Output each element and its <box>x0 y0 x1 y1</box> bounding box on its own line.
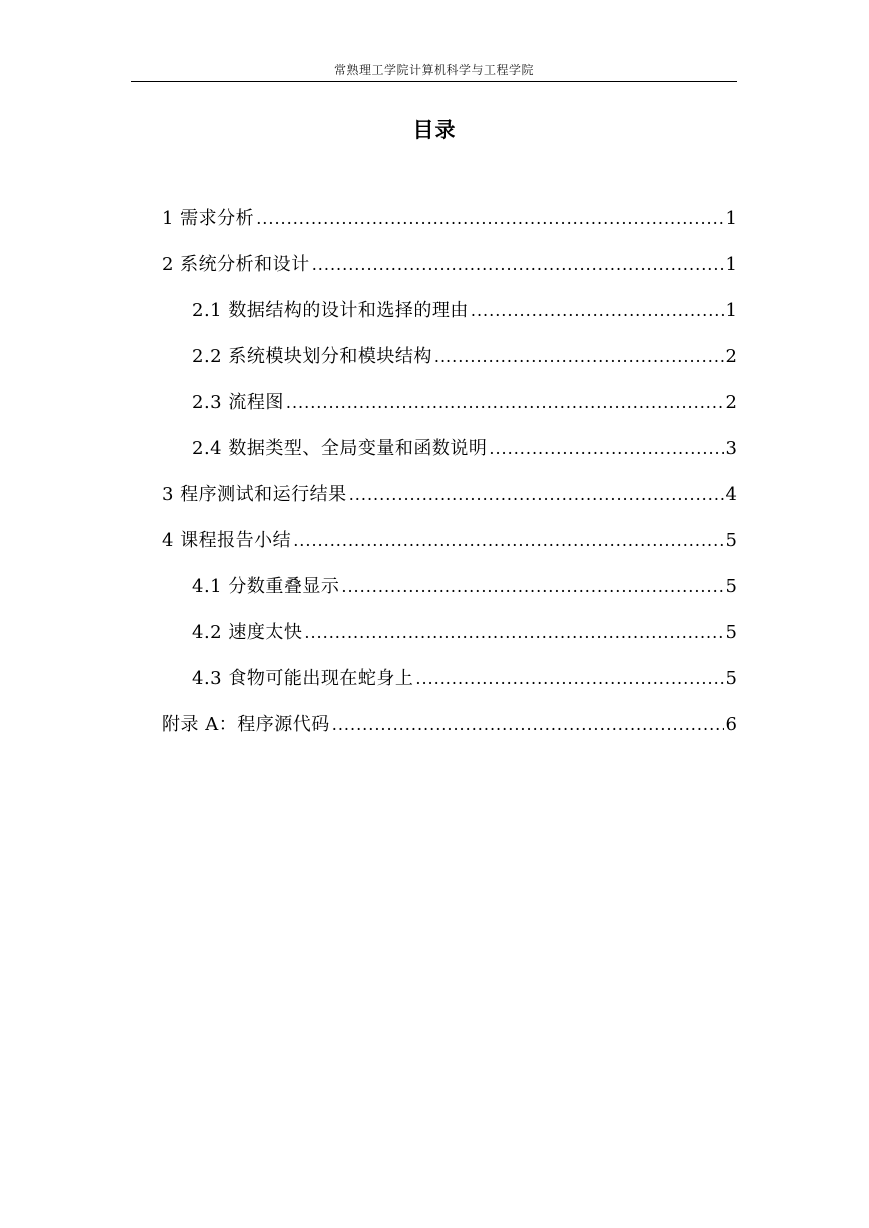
toc-entry-page: 6 <box>725 714 737 735</box>
toc-entry-page: 5 <box>725 668 737 689</box>
toc-entry[interactable] <box>162 297 737 343</box>
toc-entry-label: 3 程序测试和运行结果 <box>162 484 347 505</box>
toc-dot-leader <box>332 711 724 739</box>
toc-entry-page: 1 <box>725 300 737 321</box>
toc-entry-label: 2.4 数据类型、全局变量和函数说明 <box>192 438 488 459</box>
toc-entry-page: 3 <box>725 438 737 459</box>
toc-dot-leader <box>471 297 724 325</box>
toc-entry-label: 4.1 分数重叠显示 <box>192 576 340 597</box>
toc-dot-leader <box>256 205 723 233</box>
running-header: 常熟理工学院计算机科学与工程学院 <box>333 63 534 77</box>
toc-entry[interactable] <box>162 527 737 573</box>
toc-entry[interactable] <box>162 573 737 619</box>
toc-dot-leader <box>293 527 723 555</box>
toc-entry[interactable] <box>162 665 737 711</box>
toc-dot-leader <box>341 573 723 601</box>
toc-entry[interactable] <box>162 389 737 435</box>
toc-entry-label: 2.3 流程图 <box>192 392 284 413</box>
toc-entry-label: 4.3 食物可能出现在蛇身上 <box>192 668 414 689</box>
toc-entry[interactable] <box>162 343 737 389</box>
toc-dot-leader <box>312 251 724 279</box>
toc-dot-leader <box>304 619 723 647</box>
toc-entry[interactable] <box>162 251 737 297</box>
toc-entry-label: 2.1 数据结构的设计和选择的理由 <box>192 300 469 321</box>
toc-entry[interactable] <box>162 619 737 665</box>
toc-entry[interactable] <box>162 481 737 527</box>
toc-entry-label: 4.2 速度太快 <box>192 622 303 643</box>
toc-dot-leader <box>415 665 723 693</box>
toc-entry[interactable] <box>162 711 737 757</box>
toc-entry-page: 2 <box>725 392 737 413</box>
table-of-contents <box>162 205 737 757</box>
toc-entry-page: 5 <box>725 622 737 643</box>
toc-entry-label: 附录 A：程序源代码 <box>162 714 330 735</box>
toc-entry-page: 2 <box>725 346 737 367</box>
toc-entry-page: 1 <box>725 254 737 275</box>
toc-entry[interactable] <box>162 435 737 481</box>
toc-entry-page: 4 <box>725 484 737 505</box>
toc-entry-page: 5 <box>725 530 737 551</box>
header-rule <box>131 81 737 82</box>
toc-dot-leader <box>349 481 724 509</box>
toc-entry-label: 4 课程报告小结 <box>162 530 292 551</box>
toc-entry-label: 2 系统分析和设计 <box>162 254 310 275</box>
toc-dot-leader <box>489 435 723 463</box>
toc-entry-label: 2.2 系统模块划分和模块结构 <box>192 346 432 367</box>
toc-entry-page: 5 <box>725 576 737 597</box>
toc-entry-label: 1 需求分析 <box>162 208 255 229</box>
toc-entry-page: 1 <box>725 208 737 229</box>
toc-title: 目录 <box>412 118 457 142</box>
toc-dot-leader <box>434 343 724 371</box>
toc-entry[interactable] <box>162 205 737 251</box>
toc-dot-leader <box>286 389 724 417</box>
